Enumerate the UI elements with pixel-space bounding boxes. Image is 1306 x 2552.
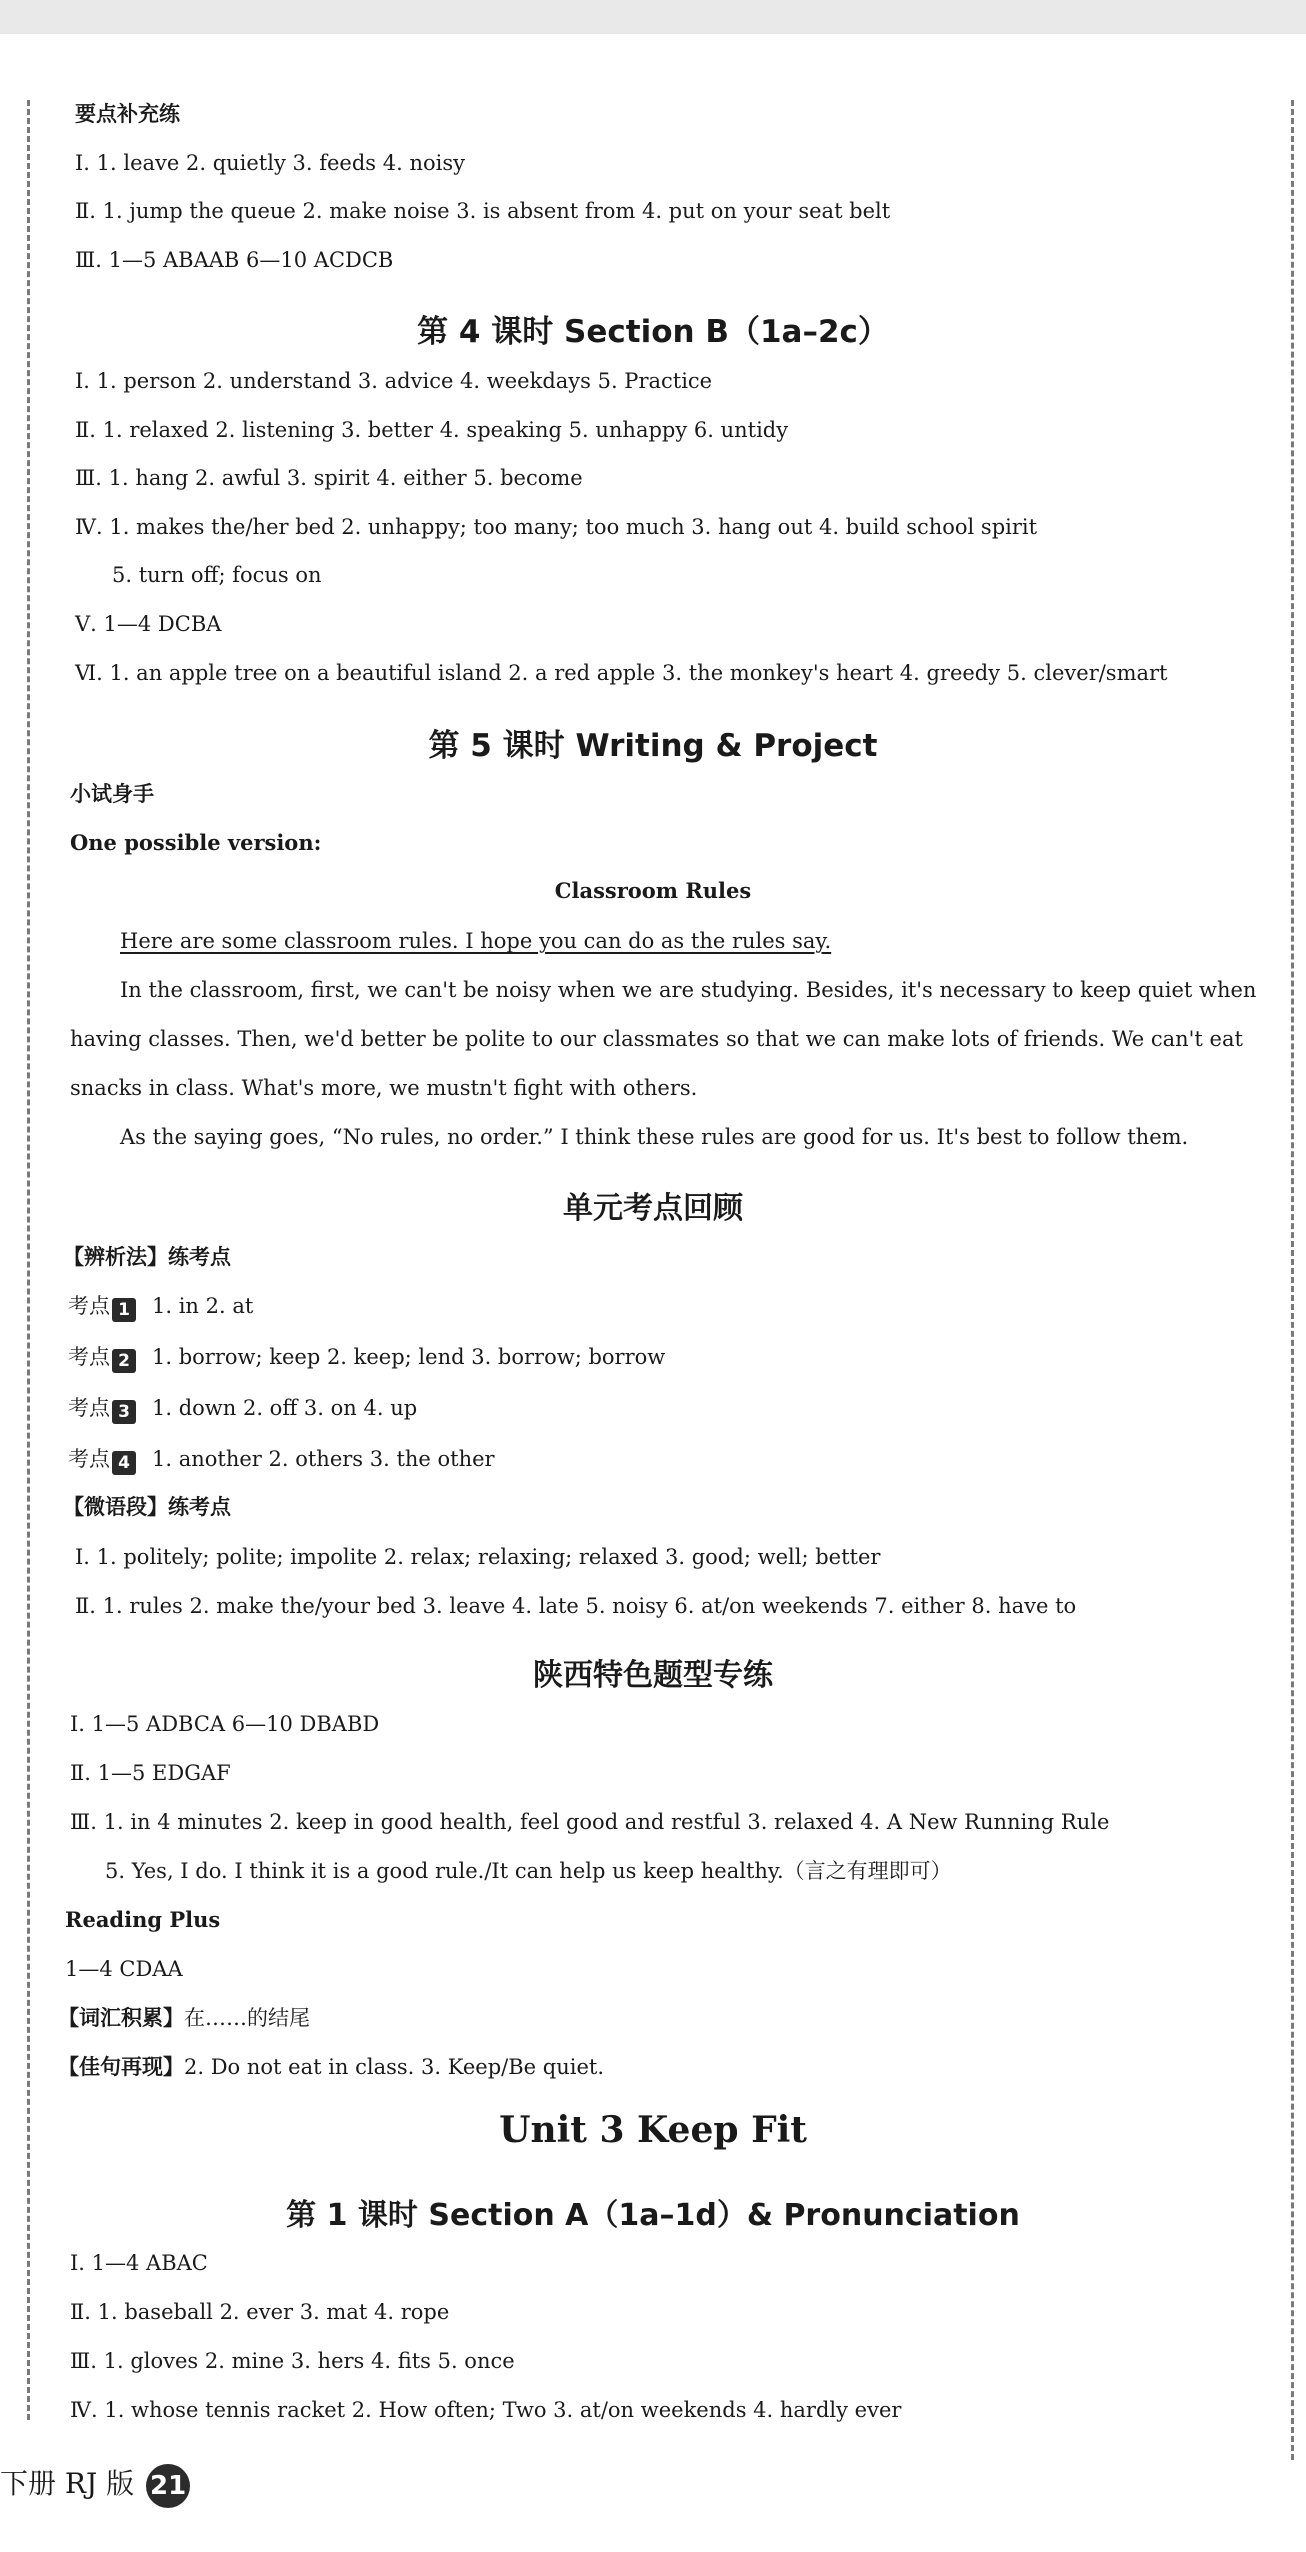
unit3-lesson1-heading: 第 1 课时 Section A（1a–1d）& Pronunciation [286,2198,1020,2233]
kaodian-row [68,1445,495,1475]
micro-label: 【微语段】练考点 [63,1494,231,1519]
answer-line: Ⅲ. 1. gloves 2. mine 3. hers 4. fits 5. once [70,2349,515,2373]
review-heading: 单元考点回顾 [563,1191,743,1226]
page-number-badge: 21 [146,2464,190,2508]
answer-line: Ⅵ. 1. an apple tree on a beautiful island 2. a red apple 3. the monkey's heart 4. greedy 5. clever/smart [75,661,1168,685]
kaodian-number-badge: 2 [112,1349,136,1373]
answer-line: Ⅳ. 1. whose tennis racket 2. How often; Two 3. at/on weekends 4. hardly ever [70,2398,902,2422]
top-margin-bar [0,0,1306,34]
footer-text: 下册 RJ 版 [0,2467,135,2500]
kaodian-prefix: 考点 [68,1447,110,1471]
kaodian-answer: 1. borrow; keep 2. keep; lend 3. borrow; borrow [152,1345,666,1369]
answer-line: Ⅱ. 1. relaxed 2. listening 3. better 4. speaking 5. unhappy 6. untidy [75,418,789,442]
reading-plus-label: Reading Plus [65,1907,221,1932]
sentence-label: 【佳句再现】 [58,2054,184,2079]
essay-line: snacks in class. What's more, we mustn't fight with others. [70,1076,698,1100]
page-footer [0,2462,190,2508]
kaodian-number-badge: 1 [112,1298,136,1322]
answer-line: Ⅱ. 1. jump the queue 2. make noise 3. is absent from 4. put on your seat belt [75,199,891,223]
essay-first-sentence: Here are some classroom rules. I hope you can do as the rules say. [120,929,832,953]
supplement-title: 要点补充练 [75,101,180,126]
answer-line: 5. Yes, I do. I think it is a good rule./It can help us keep healthy.（言之有理即可） [105,1859,952,1883]
essay-line: In the classroom, first, we can't be noisy when we are studying. Besides, it's necessary to keep quiet when [120,978,1257,1002]
answer-line: Ⅰ. 1—5 ADBCA 6—10 DBABD [70,1712,380,1736]
vocab-label: 【词汇积累】 [58,2005,184,2030]
answer-line: Ⅰ. 1. person 2. understand 3. advice 4. weekdays 5. Practice [75,369,713,393]
version-label: One possible version: [70,830,322,855]
sub-title: 小试身手 [70,781,154,806]
lesson-4-heading: 第 4 课时 Section B（1a–2c） [417,314,889,350]
vocab-row [58,2004,310,2032]
answer-line: Ⅲ. 1—5 ABAAB 6—10 ACDCB [75,248,394,272]
kaodian-row [68,1343,665,1373]
kaodian-number-badge: 4 [112,1451,136,1475]
answer-line: Ⅰ. 1. leave 2. quietly 3. feeds 4. noisy [75,151,465,175]
answer-line: Ⅱ. 1. baseball 2. ever 3. mat 4. rope [70,2300,450,2324]
vocab-text: 在……的结尾 [184,2006,310,2030]
essay-title: Classroom Rules [554,878,752,903]
kaodian-prefix: 考点 [68,1294,110,1318]
answer-line: Ⅰ. 1—4 ABAC [70,2251,208,2275]
left-dashed-rule [27,100,30,2420]
answer-line: 5. turn off; focus on [112,563,322,587]
answer-line: Ⅲ. 1. hang 2. awful 3. spirit 4. either 5. become [75,466,583,490]
lesson-5-heading: 第 5 课时 Writing & Project [428,728,878,764]
kaodian-row [68,1394,417,1424]
shaanxi-heading: 陕西特色题型专练 [533,1658,773,1693]
essay-line: having classes. Then, we'd better be polite to our classmates so that we can make lots of friends. We can't eat [70,1027,1243,1051]
unit-title: Unit 3 Keep Fit [499,2109,807,2151]
answer-line: Ⅲ. 1. in 4 minutes 2. keep in good health, feel good and restful 3. relaxed 4. A New Running Rule [70,1810,1110,1834]
sentence-row [58,2053,604,2081]
answer-line: Ⅴ. 1—4 DCBA [75,612,222,636]
answer-line: Ⅰ. 1. politely; polite; impolite 2. relax; relaxing; relaxed 3. good; well; better [75,1545,881,1569]
kaodian-prefix: 考点 [68,1345,110,1369]
kaodian-answer: 1. in 2. at [152,1294,254,1318]
analysis-label: 【辨析法】练考点 [63,1244,231,1269]
sentence-text: 2. Do not eat in class. 3. Keep/Be quiet. [184,2055,604,2079]
answer-line: Ⅳ. 1. makes the/her bed 2. unhappy; too many; too much 3. hang out 4. build school spirit [75,515,1038,539]
essay-line: As the saying goes, “No rules, no order.” I think these rules are good for us. It's best to follow them. [120,1125,1189,1149]
answer-line: Ⅱ. 1. rules 2. make the/your bed 3. leave 4. late 5. noisy 6. at/on weekends 7. either 8. have to [75,1594,1077,1618]
kaodian-answer: 1. down 2. off 3. on 4. up [152,1396,418,1420]
right-dashed-rule [1291,100,1294,2460]
kaodian-answer: 1. another 2. others 3. the other [152,1447,495,1471]
answer-line: 1—4 CDAA [65,1957,183,1981]
kaodian-number-badge: 3 [112,1400,136,1424]
kaodian-prefix: 考点 [68,1396,110,1420]
kaodian-row [68,1292,253,1322]
answer-line: Ⅱ. 1—5 EDGAF [70,1761,231,1785]
